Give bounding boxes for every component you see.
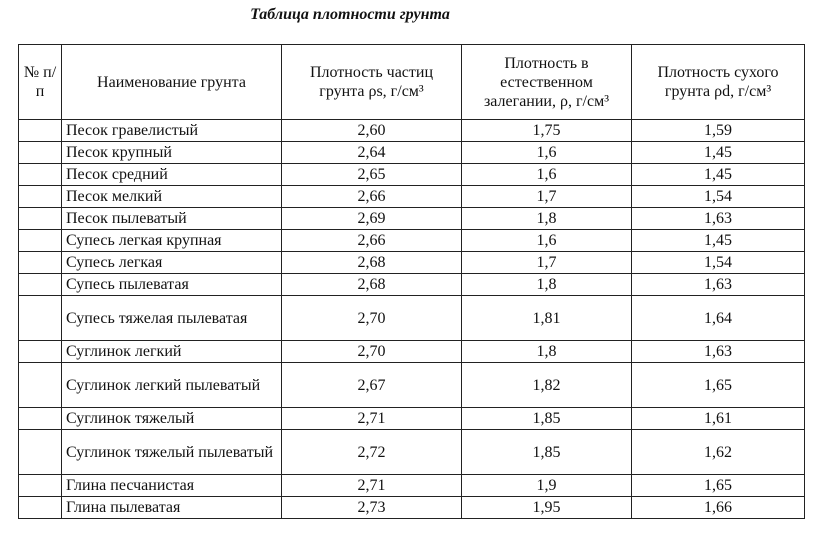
dry-density-cell: 1,54: [632, 252, 805, 274]
particle-density-cell: 2,65: [282, 164, 462, 186]
soil-name-cell: Суглинок легкий пылеватый: [62, 363, 282, 408]
dry-density-cell: 1,64: [632, 296, 805, 341]
table-body: [19, 120, 805, 519]
particle-density-cell: 2,64: [282, 142, 462, 164]
particle-density-cell: 2,66: [282, 186, 462, 208]
natural-density-cell: 1,85: [462, 408, 632, 430]
particle-density-cell: 2,66: [282, 230, 462, 252]
table-row: [19, 497, 805, 519]
header-particle-density: Плотность частиц грунта ρs, г/см³: [282, 45, 462, 120]
row-num-cell: [19, 430, 62, 475]
dry-density-cell: 1,65: [632, 475, 805, 497]
row-num-cell: [19, 164, 62, 186]
soil-name-cell: Песок гравелистый: [62, 120, 282, 142]
particle-density-cell: 2,69: [282, 208, 462, 230]
dry-density-cell: 1,63: [632, 208, 805, 230]
natural-density-cell: 1,8: [462, 208, 632, 230]
dry-density-cell: 1,63: [632, 274, 805, 296]
dry-density-cell: 1,45: [632, 142, 805, 164]
dry-density-cell: 1,66: [632, 497, 805, 519]
row-num-cell: [19, 120, 62, 142]
soil-name-cell: Суглинок тяжелый пылеватый: [62, 430, 282, 475]
dry-density-cell: 1,62: [632, 430, 805, 475]
table-row: [19, 363, 805, 408]
row-num-cell: [19, 142, 62, 164]
dry-density-cell: 1,45: [632, 164, 805, 186]
particle-density-cell: 2,68: [282, 252, 462, 274]
table-row: [19, 186, 805, 208]
particle-density-cell: 2,72: [282, 430, 462, 475]
dry-density-cell: 1,63: [632, 341, 805, 363]
table-row: [19, 208, 805, 230]
natural-density-cell: 1,95: [462, 497, 632, 519]
row-num-cell: [19, 252, 62, 274]
row-num-cell: [19, 497, 62, 519]
row-num-cell: [19, 341, 62, 363]
soil-name-cell: Супесь легкая крупная: [62, 230, 282, 252]
natural-density-cell: 1,8: [462, 341, 632, 363]
natural-density-cell: 1,6: [462, 142, 632, 164]
table-row: [19, 296, 805, 341]
particle-density-cell: 2,67: [282, 363, 462, 408]
particle-density-cell: 2,70: [282, 296, 462, 341]
soil-density-table: [18, 44, 805, 519]
row-num-cell: [19, 363, 62, 408]
table-row: [19, 430, 805, 475]
soil-name-cell: Песок крупный: [62, 142, 282, 164]
row-num-cell: [19, 408, 62, 430]
natural-density-cell: 1,9: [462, 475, 632, 497]
natural-density-cell: 1,85: [462, 430, 632, 475]
soil-name-cell: Супесь тяжелая пылеватая: [62, 296, 282, 341]
header-name: Наименование грунта: [62, 45, 282, 120]
particle-density-cell: 2,70: [282, 341, 462, 363]
natural-density-cell: 1,8: [462, 274, 632, 296]
page-title: Таблица плотности грунта: [250, 6, 450, 23]
table-row: [19, 164, 805, 186]
soil-name-cell: Песок мелкий: [62, 186, 282, 208]
table-row: [19, 408, 805, 430]
natural-density-cell: 1,6: [462, 230, 632, 252]
particle-density-cell: 2,68: [282, 274, 462, 296]
header-natural-density: Плотность в естественном залегании, ρ, г/см³: [462, 45, 632, 120]
soil-name-cell: Песок пылеватый: [62, 208, 282, 230]
natural-density-cell: 1,82: [462, 363, 632, 408]
row-num-cell: [19, 296, 62, 341]
soil-name-cell: Суглинок тяжелый: [62, 408, 282, 430]
table-header-row: [19, 45, 805, 120]
soil-name-cell: Глина песчанистая: [62, 475, 282, 497]
natural-density-cell: 1,75: [462, 120, 632, 142]
table-row: [19, 230, 805, 252]
row-num-cell: [19, 274, 62, 296]
row-num-cell: [19, 208, 62, 230]
dry-density-cell: 1,45: [632, 230, 805, 252]
natural-density-cell: 1,7: [462, 252, 632, 274]
table-row: [19, 341, 805, 363]
dry-density-cell: 1,59: [632, 120, 805, 142]
table-row: [19, 252, 805, 274]
soil-name-cell: Супесь легкая: [62, 252, 282, 274]
row-num-cell: [19, 230, 62, 252]
row-num-cell: [19, 475, 62, 497]
particle-density-cell: 2,71: [282, 475, 462, 497]
soil-name-cell: Глина пылеватая: [62, 497, 282, 519]
dry-density-cell: 1,65: [632, 363, 805, 408]
header-num: № п/п: [19, 45, 62, 120]
table-row: [19, 274, 805, 296]
soil-name-cell: Суглинок легкий: [62, 341, 282, 363]
table-row: [19, 142, 805, 164]
natural-density-cell: 1,6: [462, 164, 632, 186]
soil-name-cell: Супесь пылеватая: [62, 274, 282, 296]
particle-density-cell: 2,60: [282, 120, 462, 142]
particle-density-cell: 2,73: [282, 497, 462, 519]
natural-density-cell: 1,81: [462, 296, 632, 341]
table-row: [19, 120, 805, 142]
particle-density-cell: 2,71: [282, 408, 462, 430]
table-row: [19, 475, 805, 497]
row-num-cell: [19, 186, 62, 208]
dry-density-cell: 1,61: [632, 408, 805, 430]
soil-name-cell: Песок средний: [62, 164, 282, 186]
natural-density-cell: 1,7: [462, 186, 632, 208]
header-dry-density: Плотность сухого грунта ρd, г/см³: [632, 45, 805, 120]
dry-density-cell: 1,54: [632, 186, 805, 208]
